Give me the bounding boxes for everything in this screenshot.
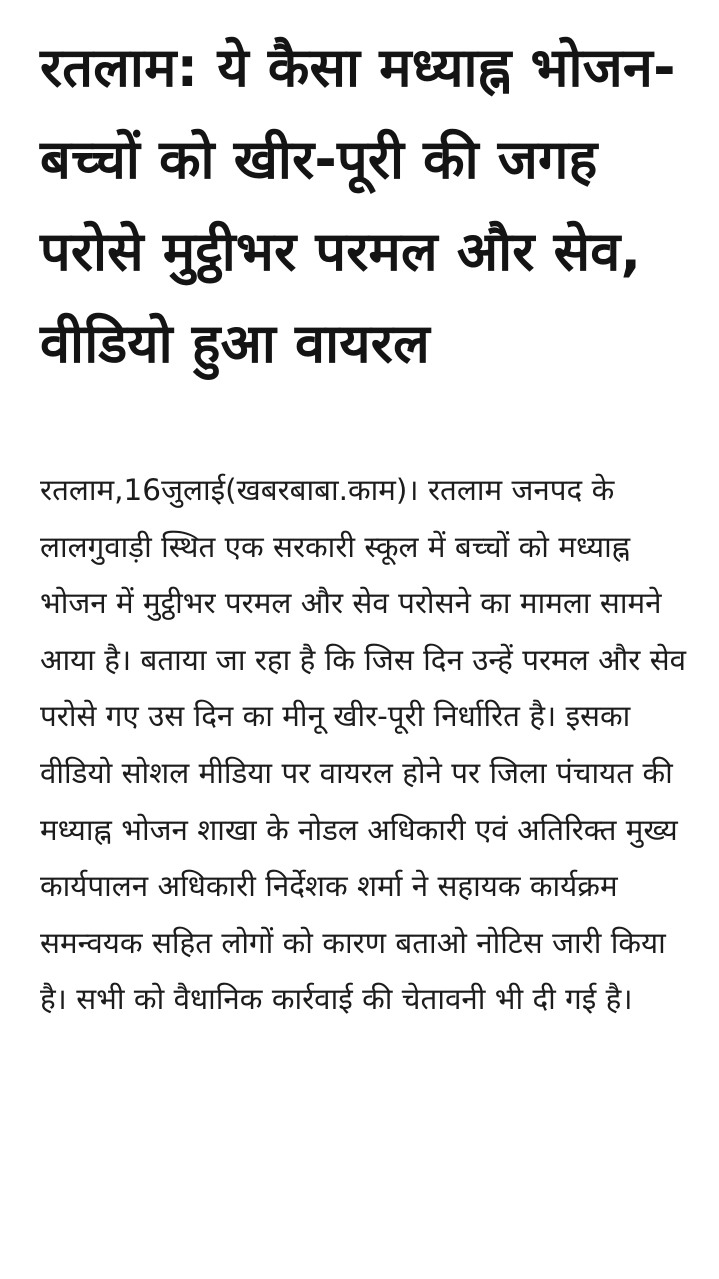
article-headline: रतलाम: ये कैसा मध्याह्न भोजन- बच्चों को खीर-पूरी की जगह परोसे मुट्ठीभर परमल और सेव, वीडियो हुआ वायरल xyxy=(40,36,676,375)
article-body: रतलाम,16जुलाई(खबरबाबा.काम)। रतलाम जनपद के लालगुवाड़ी स्थित एक सरकारी स्कूल में बच्चों को मध्याह्न भोजन में मुट्ठीभर परमल और सेव परोसने का मामला सामने आया है। बताया जा रहा है कि जिस दिन उन्हें परमल और सेव परोसे गए उस दिन का मीनू खीर-पूरी निर्धारित है। इसका वीडियो सोशल मीडिया पर वायरल होने पर जिला पंचायत की मध्याह्न भोजन शाखा के नोडल अधिकारी एवं अतिरिक्त मुख्य कार्यपालन अधिकारी निर्देशक शर्मा ने सहायक कार्यक्रम समन्वयक सहित लोगों को कारण बताओ नोटिस जारी किया है। सभी को वैधानिक कार्रवाई की चेतावनी भी दी गई है। xyxy=(40,473,687,1017)
